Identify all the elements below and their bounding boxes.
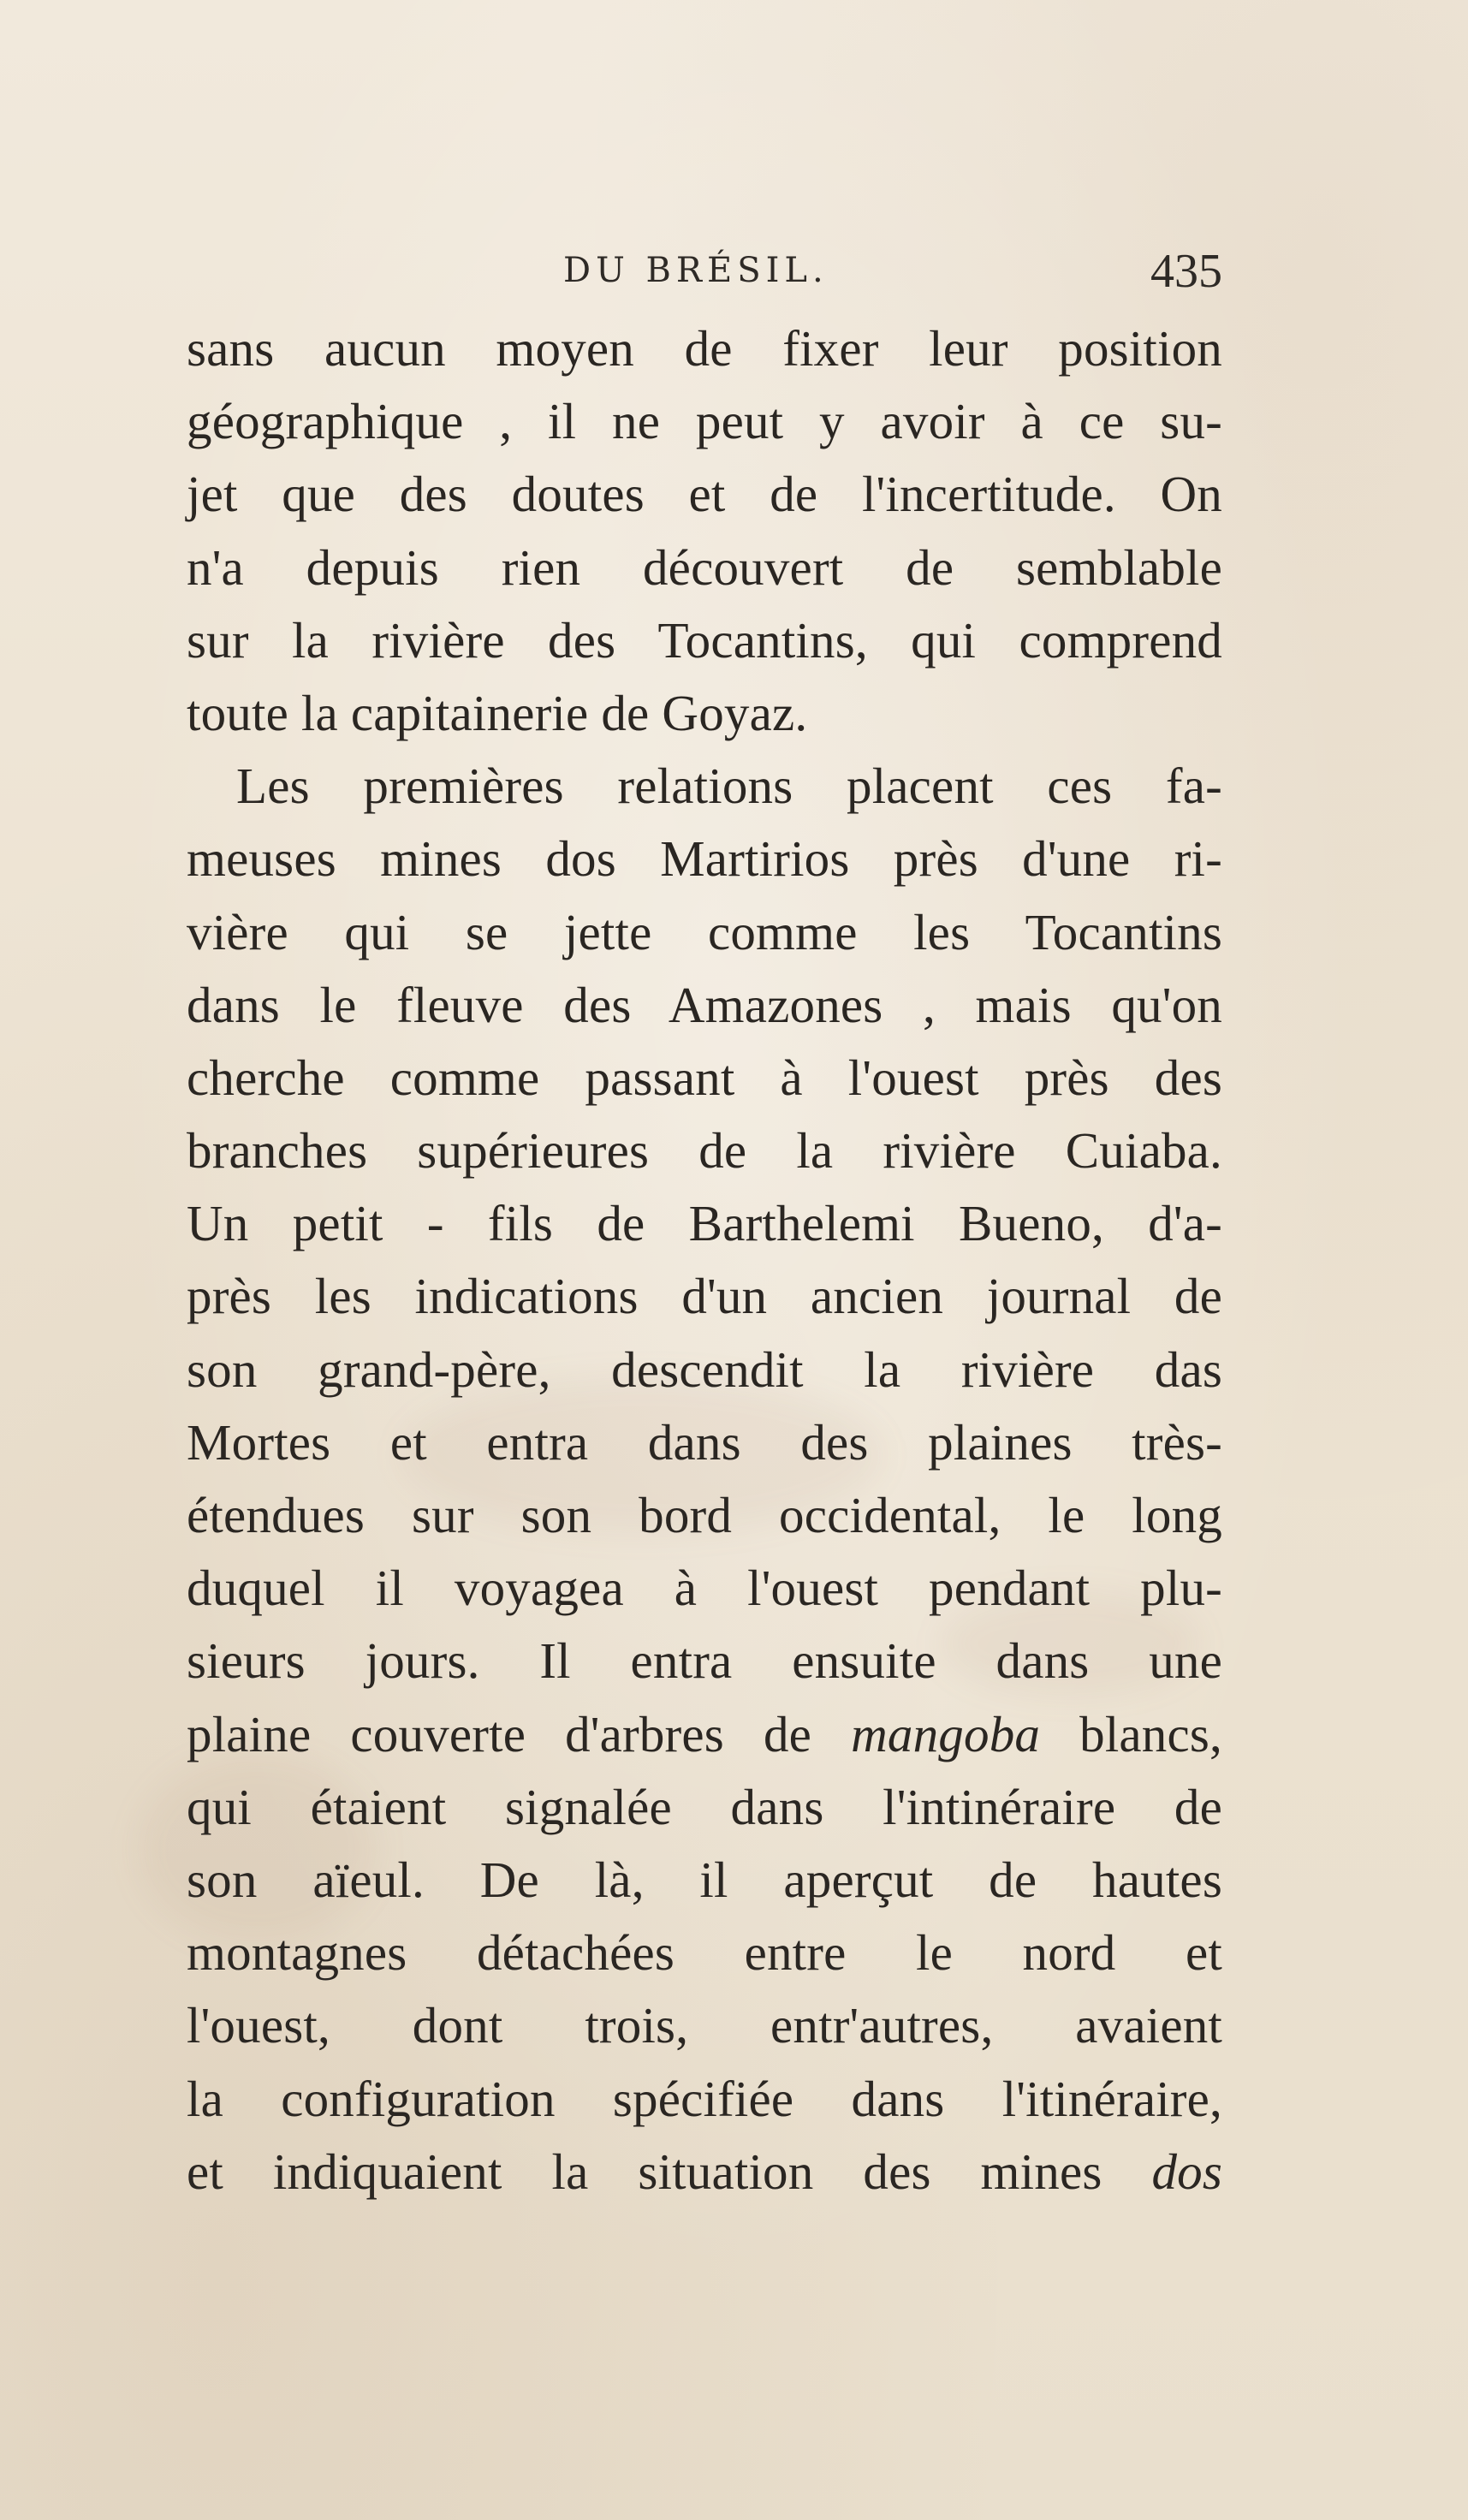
text-segment: blancs, bbox=[1040, 1705, 1223, 1762]
text-line: étendues sur son bord occidental, le long bbox=[187, 1487, 1222, 1543]
page-header bbox=[187, 244, 1222, 312]
italic-word: dos bbox=[1151, 2143, 1222, 2200]
text-line: vière qui se jette comme les Tocantins bbox=[187, 903, 1222, 960]
text-line: qui étaient signalée dans l'intinéraire de bbox=[187, 1778, 1222, 1835]
running-head: DU BRÉSIL. bbox=[563, 251, 829, 290]
text-line: cherche comme passant à l'ouest près des bbox=[187, 1049, 1222, 1106]
text-segment: et indiquaient la situation des mines bbox=[187, 2143, 1152, 2200]
text-line bbox=[187, 2136, 1222, 2208]
body-text bbox=[187, 312, 1222, 2208]
text-line: la configuration spécifiée dans l'itinéraire, bbox=[187, 2070, 1222, 2127]
text-line: montagnes détachées entre le nord et bbox=[187, 1924, 1222, 1982]
text-line: duquel il voyagea à l'ouest pendant plu- bbox=[187, 1560, 1222, 1617]
text-line: jet que des doutes et de l'incertitude. On bbox=[187, 466, 1222, 523]
text-line: meuses mines dos Martirios près d'une ri- bbox=[187, 830, 1222, 888]
text-line: branches supérieures de la rivière Cuiaba. bbox=[187, 1122, 1222, 1180]
text-line: géographique , il ne peut y avoir à ce su- bbox=[187, 393, 1222, 450]
text-line: Un petit - fils de Barthelemi Bueno, d'a- bbox=[187, 1195, 1222, 1252]
text-line: son grand-père, descendit la rivière das bbox=[187, 1340, 1222, 1398]
italic-word: mangoba bbox=[851, 1705, 1041, 1762]
text-segment: plaine couverte d'arbres de bbox=[187, 1705, 852, 1762]
text-line: l'ouest, dont trois, entr'autres, avaient bbox=[187, 1997, 1222, 2054]
text-line: son aïeul. De là, il aperçut de hautes bbox=[187, 1851, 1222, 1908]
text-line: toute la capitainerie de Goyaz. bbox=[187, 684, 808, 741]
text-line: Les premières relations placent ces fa- bbox=[236, 758, 1222, 815]
text-line: dans le fleuve des Amazones , mais qu'on bbox=[187, 976, 1222, 1033]
text-line: Mortes et entra dans des plaines très- bbox=[187, 1413, 1222, 1471]
text-line: sur la rivière des Tocantins, qui comprend bbox=[187, 611, 1222, 669]
page-number: 435 bbox=[1150, 245, 1222, 298]
text-line: sans aucun moyen de fixer leur position bbox=[187, 320, 1222, 377]
text-line: n'a depuis rien découvert de semblable bbox=[187, 538, 1222, 596]
text-line bbox=[187, 1698, 1222, 1771]
text-line: sieurs jours. Il entra ensuite dans une bbox=[187, 1632, 1222, 1690]
text-line: près les indications d'un ancien journal de bbox=[187, 1268, 1222, 1325]
